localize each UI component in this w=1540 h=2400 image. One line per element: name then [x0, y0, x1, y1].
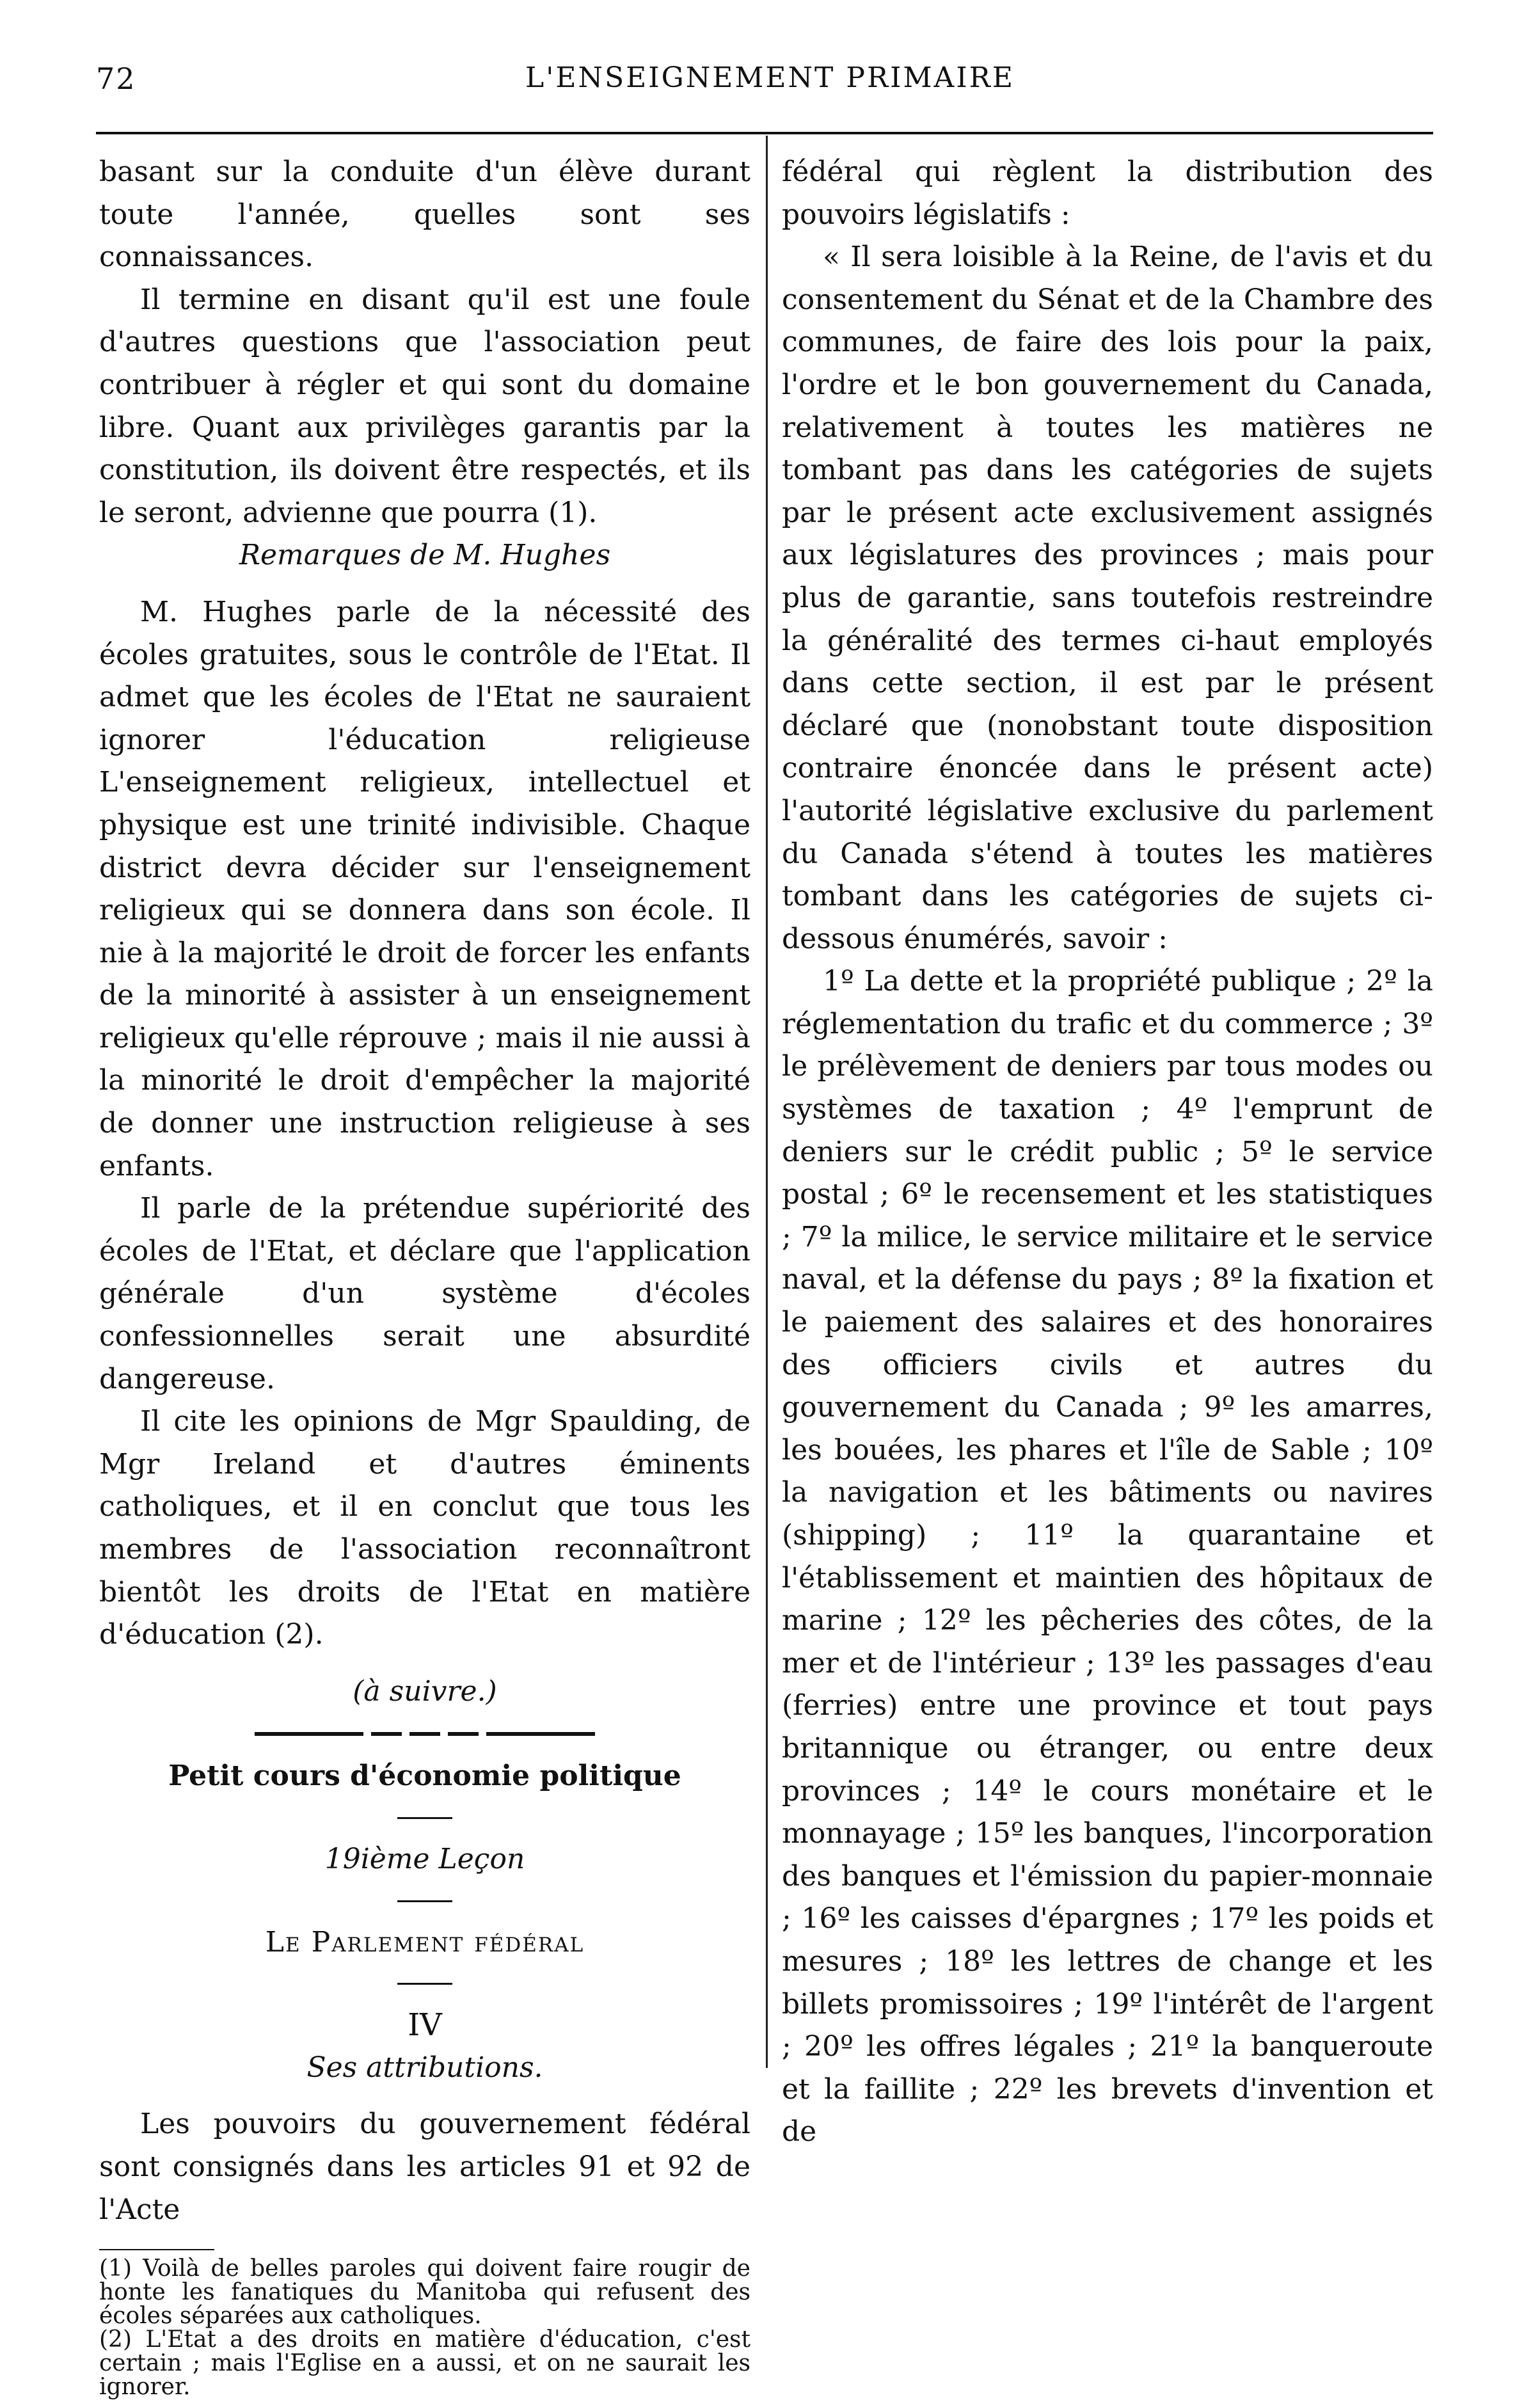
paragraph: fédéral qui règlent la distribution des pouvoirs législatifs : [782, 155, 1433, 231]
short-rule [397, 1900, 452, 1902]
running-title: L'ENSEIGNEMENT PRIMAIRE [525, 61, 1015, 94]
part-number: IV [408, 2007, 442, 2044]
subheading: Remarques de M. Hughes [239, 539, 611, 572]
section-title: Petit cours d'économie politique [168, 1760, 681, 1793]
paragraph: Il termine en disant qu'il est une foule d'autres questions que l'association peut contribuer à régler et qui sont du domaine libre. Quant aux privilèges garantis par la constitution, ils doivent être respectés, et ils le seront, advienne que pourra (1). [99, 283, 750, 529]
to-be-continued: (à suivre.) [353, 1674, 497, 1708]
paragraph: Il cite les opinions de Mgr Spaulding, de Mgr Ireland et d'autres éminents catholiques, et il en conclut que tous les membres de l'association reconnaîtront bientôt les droits de l'Etat en matière d'éducation (2). [99, 1405, 750, 1651]
part-subtitle: Ses attributions. [306, 2051, 543, 2084]
lesson-number: 19ième Leçon [324, 1842, 525, 1875]
paragraph: basant sur la conduite d'un élève durant toute l'année, quelles sont ses connaissances. [99, 155, 750, 274]
page-number: 72 [96, 61, 136, 96]
footnote: (2) L'Etat a des droits en matière d'éducation, c'est certain ; mais l'Eglise en a aussi, et on ne saurait les ignorer. [99, 2326, 750, 2400]
lesson-subject: Le Parlement fédéral [265, 1925, 585, 1959]
header-rule [96, 132, 1433, 134]
footnote: (1) Voilà de belles paroles qui doivent faire rougir de honte les fanatiques du Manitoba qui refusent des écoles séparées aux catholiques. [99, 2255, 750, 2330]
ornament-rule [99, 1713, 750, 1755]
paragraph: Il parle de la prétendue supériorité des écoles de l'Etat, et déclare que l'application générale d'un système d'écoles confessionnelles serait une absurdité dangereuse. [99, 1192, 750, 1395]
footnote-rule [99, 2249, 214, 2250]
paragraph: Les pouvoirs du gouvernement fédéral sont consignés dans les articles 91 et 92 de l'Acte [99, 2108, 750, 2226]
right-column [782, 151, 1433, 2154]
left-column [99, 151, 750, 2399]
paragraph: « Il sera loisible à la Reine, de l'avis et du consentement du Sénat et de la Chambre des communes, de faire des lois pour la paix, l'ordre et le bon gouvernement du Canada, relativement à toutes les matières ne tombant pas dans les catégories de sujets par le présent acte exclusivement assignés aux législatures des provinces ; mais pour plus de garantie, sans toutefois restreindre la généralité des termes ci-haut employés dans cette section, il est par le présent déclaré que (nonobstant toute disposition contraire énoncée dans le présent acte) l'autorité législative exclusive du parlement du Canada s'étend à toutes les matières tombant dans les catégories de sujets ci-dessous énumérés, savoir : [782, 241, 1433, 955]
column-divider [766, 136, 768, 2068]
paragraph: M. Hughes parle de la nécessité des écoles gratuites, sous le contrôle de l'Etat. Il admet que les écoles de l'Etat ne sauraient ignorer l'éducation religieuse L'enseignement religieux, intellectuel et physique est une trinité indivisible. Chaque district devra décider sur l'enseignement religieux qui se donnera dans son école. Il nie à la majorité le droit de forcer les enfants de la minorité à assister à un enseignement religieux qu'elle réprouve ; mais il nie aussi à la minorité le droit d'empêcher la majorité de donner une instruction religieuse à ses enfants. [99, 595, 750, 1182]
paragraph: 1º La dette et la propriété publique ; 2º la réglementation du trafic et du commerce ; 3º le prélèvement de deniers par tous modes ou systèmes de taxation ; 4º l'emprunt de deniers sur le crédit public ; 5º le service postal ; 6º le recensement et les statistiques ; 7º la milice, le service militaire et le service naval, et la défense du pays ; 8º la fixation et le paiement des salaires et des honoraires des officiers civils et autres du gouvernement du Canada ; 9º les amarres, les bouées, les phares et l'île de Sable ; 10º la navigation et les bâtiments ou navires (shipping) ; 11º la quarantaine et l'établissement et maintien des hôpitaux de marine ; 12º les pêcheries des côtes, de la mer et de l'intérieur ; 13º les passages d'eau (ferries) entre une province et tout pays britannique ou étranger, ou entre deux provinces ; 14º le cours monétaire et le monnayage ; 15º les banques, l'incorporation des banques et l'émission du papier-monnaie ; 16º les caisses d'épargnes ; 17º les poids et mesures ; 18º les lettres de change et les billets promissoires ; 19º l'intérêt de l'argent ; 20º les offres légales ; 21º la banqueroute et la faillite ; 22º les brevets d'invention et de [782, 965, 1433, 2149]
short-rule [397, 1817, 452, 1819]
short-rule [397, 1983, 452, 1985]
